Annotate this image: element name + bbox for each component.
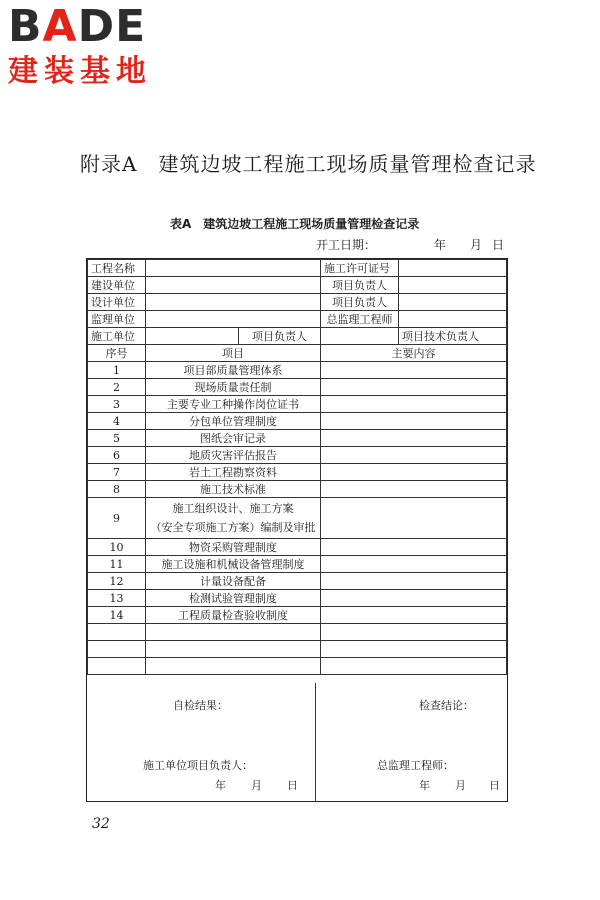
start-date-label: 开工日期： [316, 238, 377, 252]
right-sign-year: 年 [419, 779, 430, 792]
appendix-title: 附录A 建筑边坡工程施工现场质量管理检查记录 [80, 152, 537, 176]
item-content[interactable] [321, 573, 507, 590]
design-leader-value[interactable] [399, 294, 507, 311]
signature-section [87, 683, 506, 801]
item-no: 1 [88, 362, 146, 379]
item-content[interactable] [321, 481, 507, 498]
project-name-label: 工程名称 [88, 260, 146, 277]
left-sign-month: 月 [251, 779, 262, 792]
inspection-record-sheet [86, 258, 508, 802]
item-name: 物资采购管理制度 [146, 539, 321, 556]
item-content[interactable] [321, 379, 507, 396]
right-sign-month: 月 [455, 779, 466, 792]
table-row [88, 556, 507, 573]
page-number: 32 [92, 816, 110, 832]
builder-leader-label: 项目负责人 [321, 277, 399, 294]
item-content[interactable] [321, 362, 507, 379]
item-content[interactable] [321, 396, 507, 413]
item-no: 2 [88, 379, 146, 396]
item-name: 岩土工程勘察资料 [146, 464, 321, 481]
item-name-line-1: 施工组织设计、施工方案 [172, 502, 294, 515]
empty-cell[interactable] [321, 658, 507, 675]
item-name: 计量设备配备 [146, 573, 321, 590]
item-content[interactable] [321, 430, 507, 447]
item-name: 现场质量责任制 [146, 379, 321, 396]
contractor-leader-value[interactable] [321, 328, 399, 345]
design-unit-value[interactable] [146, 294, 321, 311]
item-name: 施工设施和机械设备管理制度 [146, 556, 321, 573]
column-header-item: 项目 [146, 345, 321, 362]
builder-value[interactable] [146, 277, 321, 294]
item-no: 5 [88, 430, 146, 447]
item-name-line-2: （安全专项施工方案）编制及审批 [150, 521, 316, 534]
item-content[interactable] [321, 447, 507, 464]
inspection-conclusion-label: 检查结论： [419, 699, 474, 712]
logo-wordmark: BADE [8, 1, 147, 52]
table-row [88, 328, 507, 345]
item-no: 6 [88, 447, 146, 464]
item-name: 工程质量检查验收制度 [146, 607, 321, 624]
empty-cell[interactable] [321, 624, 507, 641]
table-row [88, 498, 507, 539]
left-sign-year: 年 [215, 779, 226, 792]
chief-supervisor-value[interactable] [399, 311, 507, 328]
table-header-row [88, 345, 507, 362]
item-content[interactable] [321, 539, 507, 556]
table-row [88, 396, 507, 413]
bade-logo [8, 1, 152, 90]
table-row [88, 464, 507, 481]
table-caption: 表A 建筑边坡工程施工现场质量管理检查记录 [170, 217, 420, 231]
table-row [88, 481, 507, 498]
contractor-leader-label: 项目负责人 [239, 328, 321, 345]
empty-cell[interactable] [146, 624, 321, 641]
table-row [88, 430, 507, 447]
contractor-label: 施工单位 [88, 328, 146, 345]
supervision-unit-value[interactable] [146, 311, 321, 328]
item-name: 主要专业工种操作岗位证书 [146, 396, 321, 413]
item-no: 9 [88, 498, 146, 539]
item-no: 8 [88, 481, 146, 498]
table-row [88, 607, 507, 624]
contractor-value[interactable] [146, 328, 239, 345]
item-no: 4 [88, 413, 146, 430]
item-name: 图纸会审记录 [146, 430, 321, 447]
item-content[interactable] [321, 498, 507, 539]
start-date-month: 月 [469, 238, 482, 252]
empty-cell[interactable] [146, 658, 321, 675]
item-name: 施工技术标准 [146, 481, 321, 498]
item-name: 分包单位管理制度 [146, 413, 321, 430]
item-no: 13 [88, 590, 146, 607]
table-row [88, 260, 507, 277]
item-no: 10 [88, 539, 146, 556]
empty-cell[interactable] [88, 658, 146, 675]
contractor-leader-signature-label: 施工单位项目负责人： [143, 759, 253, 772]
right-sign-day: 日 [489, 779, 500, 792]
construction-permit-label: 施工许可证号 [321, 260, 399, 277]
self-check-label: 自检结果： [173, 699, 228, 712]
item-name: 项目部质量管理体系 [146, 362, 321, 379]
chief-supervisor-signature-label: 总监理工程师： [377, 759, 454, 772]
table-row [88, 447, 507, 464]
table-row [88, 379, 507, 396]
builder-label: 建设单位 [88, 277, 146, 294]
start-date-day: 日 [491, 238, 504, 252]
column-header-no: 序号 [88, 345, 146, 362]
table-row [88, 294, 507, 311]
builder-leader-value[interactable] [399, 277, 507, 294]
empty-cell[interactable] [146, 641, 321, 658]
table-row [88, 590, 507, 607]
table-row-empty [88, 641, 507, 658]
table-row [88, 277, 507, 294]
item-no: 7 [88, 464, 146, 481]
table-row-empty [88, 658, 507, 675]
design-unit-label: 设计单位 [88, 294, 146, 311]
table-row [88, 573, 507, 590]
item-content[interactable] [321, 464, 507, 481]
start-date-line [316, 236, 506, 253]
item-name: 地质灾害评估报告 [146, 447, 321, 464]
table-row [88, 311, 507, 328]
empty-cell[interactable] [88, 641, 146, 658]
inspection-table [87, 259, 507, 675]
item-name: 检测试验管理制度 [146, 590, 321, 607]
left-sign-day: 日 [287, 779, 298, 792]
empty-cell[interactable] [88, 624, 146, 641]
item-name [146, 498, 321, 539]
logo-subtitle: 建装基地 [8, 54, 152, 89]
item-no: 12 [88, 573, 146, 590]
table-row [88, 539, 507, 556]
start-date-year: 年 [433, 238, 446, 252]
table-row-empty [88, 624, 507, 641]
supervision-unit-label: 监理单位 [88, 311, 146, 328]
item-content[interactable] [321, 607, 507, 624]
empty-cell[interactable] [321, 641, 507, 658]
item-no: 14 [88, 607, 146, 624]
table-row [88, 362, 507, 379]
chief-supervisor-label: 总监理工程师 [321, 311, 399, 328]
item-content[interactable] [321, 413, 507, 430]
signature-divider [315, 683, 316, 801]
item-content[interactable] [321, 556, 507, 573]
construction-permit-value[interactable] [399, 260, 507, 277]
item-content[interactable] [321, 590, 507, 607]
table-row [88, 413, 507, 430]
item-no: 3 [88, 396, 146, 413]
item-no: 11 [88, 556, 146, 573]
project-name-value[interactable] [146, 260, 321, 277]
design-leader-label: 项目负责人 [321, 294, 399, 311]
column-header-content: 主要内容 [321, 345, 507, 362]
technical-leader-label: 项目技术负责人 [399, 328, 507, 345]
